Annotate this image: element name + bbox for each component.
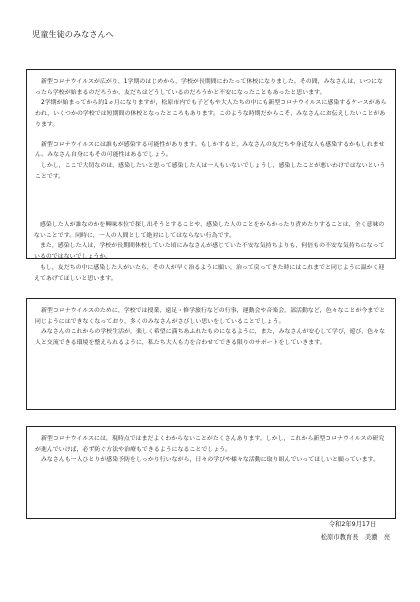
school-life-paragraph-2: みなさんのこれからの学校生活が，楽しく希望に満ちあふれたものになるように，また，みなさんが安心して学び，遊び，色々な人と交流できる環境を整えられるように，私たち大人も力を合わせてできる限りのサポートをしていきます。	[35, 329, 386, 347]
discrimination-section	[26, 213, 396, 293]
school-life-paragraph-1: 新型コロナウイルスのために，学校では授業，遠足・修学旅行などの行事，運動会や音楽会，部活動など，色々なことが今までと同じようにはできなくなっており，多くのみなさんがさびしい思いをしていることでしょう。	[35, 308, 386, 325]
intro-paragraph-1: 新型コロナウイルスが広がり，1学期のはじめから，学校が長期間にわたって休校になりました。その間，みなさんは，いつになったら学校が始まるのだろうか，友だちはどうしているのだろうかと不安になったこともあったと思います。	[35, 79, 383, 96]
discrimination-paragraph-1: 感染した人が誰なのかを興味本位で探し出そうとすることや，感染した人のことをからかったり責めたりすることは，全く意味のないことです。同時に，一人の人間として絶対にしてはならない行為です。	[34, 222, 385, 239]
intro-paragraph-2: 2学期が始まってから約1ヵ月になりますが，松原市内でも子どもや大人たちの中にも新型コロナウイルスに感染するケースがあらわれ，いくつかの学校では短期間の休校となったところもあります。このような時期だからこそ，みなさんにお伝えしたいことがあります。	[35, 100, 387, 128]
school-life-section	[26, 298, 396, 410]
letter-signer: 松原市教育長 美濃 亮	[320, 534, 390, 541]
prevention-section	[26, 426, 396, 519]
infection-paragraph-2: しかし，ここで大切なのは，感染したいと思って感染した人は一人もいないでしょうし，感染したことが悪いわけではないということです。	[35, 162, 386, 180]
letter-date: 令和2年9月17日	[328, 521, 377, 528]
prevention-paragraph-2: みなさんも一人ひとりが感染予防をしっかり行いながら，日々の学びや様々な活動に取り組んでいってほしいと願っています。	[35, 457, 380, 464]
letter-title: 児童生徒のみなさんへ	[32, 29, 114, 39]
prevention-paragraph-1: 新型コロナウイルスには，現時点ではまだよくわからないことがたくさんあります。しかし，これから新型コロナウイルスの研究が進んでいけば，必ず防ぐ方法や治療もできるようになることでしょう。	[35, 436, 385, 453]
signature-block	[321, 518, 390, 544]
infection-paragraph-1: 新型コロナウイルスには誰もが感染する可能性があります。もしかすると，みなさんの友だちや身近な人も感染するかもしれません。みなさん自身にもその可能性はあるでしょう。	[35, 141, 385, 159]
discrimination-paragraph-3: もし，友だちの中に感染した人がいたら，その人が早く治るように願い，治って戻ってきた時にはこれまでと同じように温かく迎えてあげてほしいと思います。	[34, 264, 385, 282]
discrimination-paragraph-2: また，感染した人は，学校が長期間休校していた頃にみなさんが感じていた不安な気持ちよりも，何倍もの不安な気持ちになっているのではないでしょうか。	[34, 243, 385, 261]
